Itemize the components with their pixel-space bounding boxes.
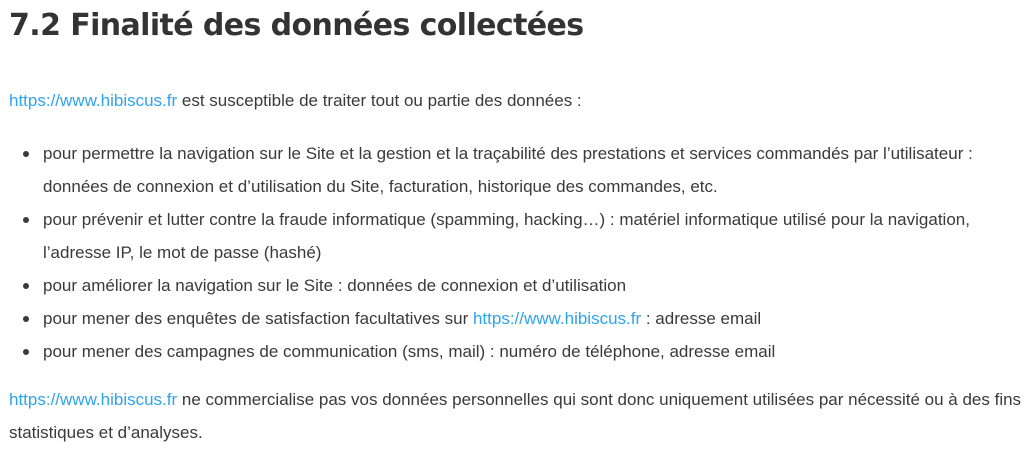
hibiscus-link[interactable]: https://www.hibiscus.fr [9, 390, 178, 409]
hibiscus-link[interactable]: https://www.hibiscus.fr [9, 91, 178, 110]
bullet-icon [23, 217, 29, 223]
purpose-list [9, 137, 1024, 368]
bullet-icon [23, 283, 29, 289]
bullet-icon [23, 316, 29, 322]
list-item [43, 203, 1024, 269]
section-heading: 7.2 Finalité des données collectées [9, 8, 584, 43]
list-item-text: pour prévenir et lutter contre la fraude informatique (spamming, hacking…) : matériel informatique utilisé pour la navigation, l’adresse IP, le mot de passe (hashé) [43, 210, 970, 262]
outro-paragraph [9, 383, 1024, 449]
list-item-text: pour permettre la navigation sur le Site et la gestion et la traçabilité des prestations et services commandés par l’utilisateur : données de connexion et d’utilisation du Site, facturation, historique des commandes, etc. [43, 144, 973, 196]
list-item-text: pour mener des campagnes de communication (sms, mail) : numéro de téléphone, adresse email [43, 342, 776, 361]
bullet-icon [23, 349, 29, 355]
list-item [43, 137, 1024, 203]
list-item-text-after: : adresse email [641, 309, 762, 328]
list-item-text: pour mener des enquêtes de satisfaction facultatives sur [43, 309, 473, 328]
outro-text: ne commercialise pas vos données personnelles qui sont donc uniquement utilisées par nécessité ou à des fins statistiques et d’analyses. [9, 390, 1022, 442]
intro-paragraph [9, 84, 1024, 117]
intro-text: est susceptible de traiter tout ou partie des données : [177, 91, 582, 110]
list-item [43, 269, 1024, 302]
list-item-text: pour améliorer la navigation sur le Site : données de connexion et d’utilisation [43, 276, 627, 295]
list-item [43, 335, 1024, 368]
list-item [43, 302, 1024, 335]
bullet-icon [23, 151, 29, 157]
hibiscus-link[interactable]: https://www.hibiscus.fr [472, 309, 642, 328]
